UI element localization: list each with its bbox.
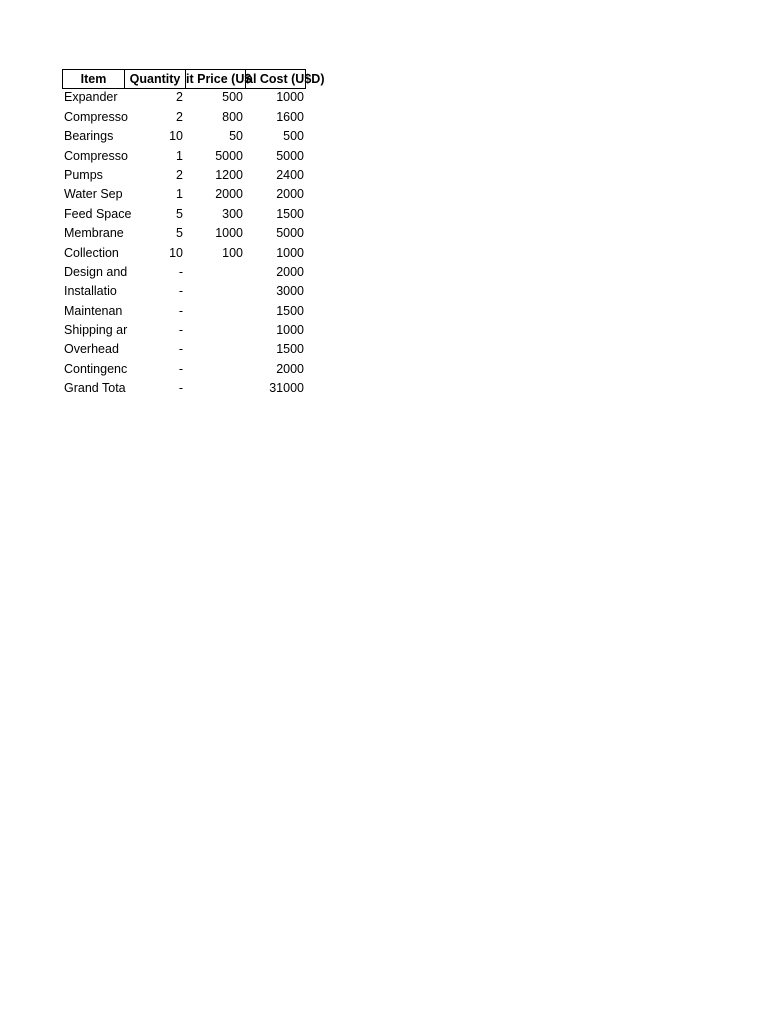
table-row (62, 88, 306, 107)
header-total-cost[interactable]: al Cost (U$D) (245, 69, 306, 89)
cell-total-cost[interactable]: 1000 (276, 245, 304, 260)
table-row (62, 321, 306, 340)
cell-unit-price[interactable]: 2000 (215, 187, 243, 202)
cell-total-cost[interactable]: 1500 (276, 303, 304, 318)
cell-quantity[interactable]: 5 (176, 206, 183, 221)
cell-unit-price[interactable] (185, 282, 245, 301)
cell-item[interactable]: Collection (64, 245, 119, 260)
cell-total-cost[interactable]: 1500 (276, 342, 304, 357)
table-row (62, 108, 306, 127)
cell-quantity[interactable]: 2 (176, 167, 183, 182)
table-row (62, 379, 306, 398)
cell-item[interactable]: Maintenan (64, 303, 123, 318)
cell-quantity[interactable]: - (178, 264, 183, 279)
cell-unit-price[interactable]: 100 (222, 245, 243, 260)
cell-unit-price[interactable]: 1000 (215, 226, 243, 241)
cell-quantity[interactable]: 2 (176, 109, 183, 124)
cell-unit-price[interactable] (185, 379, 245, 398)
cell-unit-price[interactable] (185, 360, 245, 379)
cell-total-cost[interactable]: 31000 (269, 381, 304, 396)
cell-item[interactable]: Overhead (64, 342, 119, 357)
table-row (62, 224, 306, 243)
table-row (62, 147, 306, 166)
cell-unit-price[interactable]: 300 (222, 206, 243, 221)
cell-item[interactable]: Compresso (64, 109, 128, 124)
table-row (62, 263, 306, 282)
cell-total-cost[interactable]: 1600 (276, 109, 304, 124)
table-row (62, 340, 306, 359)
cell-item[interactable]: Shipping ar (64, 323, 128, 338)
cell-total-cost[interactable]: 2000 (276, 264, 304, 279)
cell-total-cost[interactable]: 2000 (276, 187, 304, 202)
table-row (62, 360, 306, 379)
table-row (62, 185, 306, 204)
cell-item[interactable]: Contingenc (64, 361, 128, 376)
cell-item[interactable]: Bearings (64, 129, 114, 144)
header-row (62, 69, 325, 88)
cell-unit-price[interactable] (185, 340, 245, 359)
cell-item[interactable]: Design and (64, 264, 128, 279)
cell-item[interactable]: Grand Tota (64, 381, 126, 396)
cell-item[interactable]: Feed Space (64, 206, 132, 221)
table-row (62, 205, 306, 224)
cell-unit-price[interactable]: 5000 (215, 148, 243, 163)
cell-total-cost[interactable]: 2000 (276, 361, 304, 376)
cell-item[interactable]: Membrane (64, 226, 124, 241)
header-unit-price[interactable]: it Price (U$ (185, 69, 245, 89)
cell-item[interactable]: Installatio (64, 284, 117, 299)
table-row (62, 302, 306, 321)
cell-item[interactable]: Compresso (64, 148, 128, 163)
table-row (62, 282, 306, 301)
cell-quantity[interactable]: 2 (176, 90, 183, 105)
cell-total-cost[interactable]: 2400 (276, 167, 304, 182)
cell-quantity[interactable]: - (178, 361, 183, 376)
cell-total-cost[interactable]: 5000 (276, 148, 304, 163)
cell-quantity[interactable]: 10 (169, 245, 183, 260)
table-row (62, 166, 306, 185)
cell-total-cost[interactable]: 1000 (276, 90, 304, 105)
cell-unit-price[interactable] (185, 302, 245, 321)
cell-quantity[interactable]: - (178, 323, 183, 338)
cell-total-cost[interactable]: 500 (283, 129, 304, 144)
cell-total-cost[interactable]: 3000 (276, 284, 304, 299)
cell-item[interactable]: Water Sep (64, 187, 123, 202)
cell-quantity[interactable]: 5 (176, 226, 183, 241)
cell-unit-price[interactable] (185, 263, 245, 282)
cell-quantity[interactable]: - (178, 342, 183, 357)
cell-unit-price[interactable]: 50 (229, 129, 243, 144)
cell-total-cost[interactable]: 5000 (276, 226, 304, 241)
cell-total-cost[interactable]: 1000 (276, 323, 304, 338)
table-row (62, 244, 306, 263)
cell-unit-price[interactable]: 1200 (215, 167, 243, 182)
cell-unit-price[interactable] (185, 321, 245, 340)
cell-item[interactable]: Expander (64, 90, 118, 105)
cell-unit-price[interactable]: 500 (222, 90, 243, 105)
cell-quantity[interactable]: - (178, 381, 183, 396)
header-item[interactable]: Item (62, 69, 124, 89)
cell-unit-price[interactable]: 800 (222, 109, 243, 124)
cell-quantity[interactable]: - (178, 284, 183, 299)
cell-total-cost[interactable]: 1500 (276, 206, 304, 221)
cost-table (62, 69, 325, 399)
cell-quantity[interactable]: 1 (176, 187, 183, 202)
header-quantity[interactable]: Quantity (124, 69, 185, 89)
table-row (62, 127, 306, 146)
cell-item[interactable]: Pumps (64, 167, 103, 182)
cell-quantity[interactable]: 10 (169, 129, 183, 144)
table-body (62, 88, 312, 398)
cell-quantity[interactable]: - (178, 303, 183, 318)
cell-quantity[interactable]: 1 (176, 148, 183, 163)
